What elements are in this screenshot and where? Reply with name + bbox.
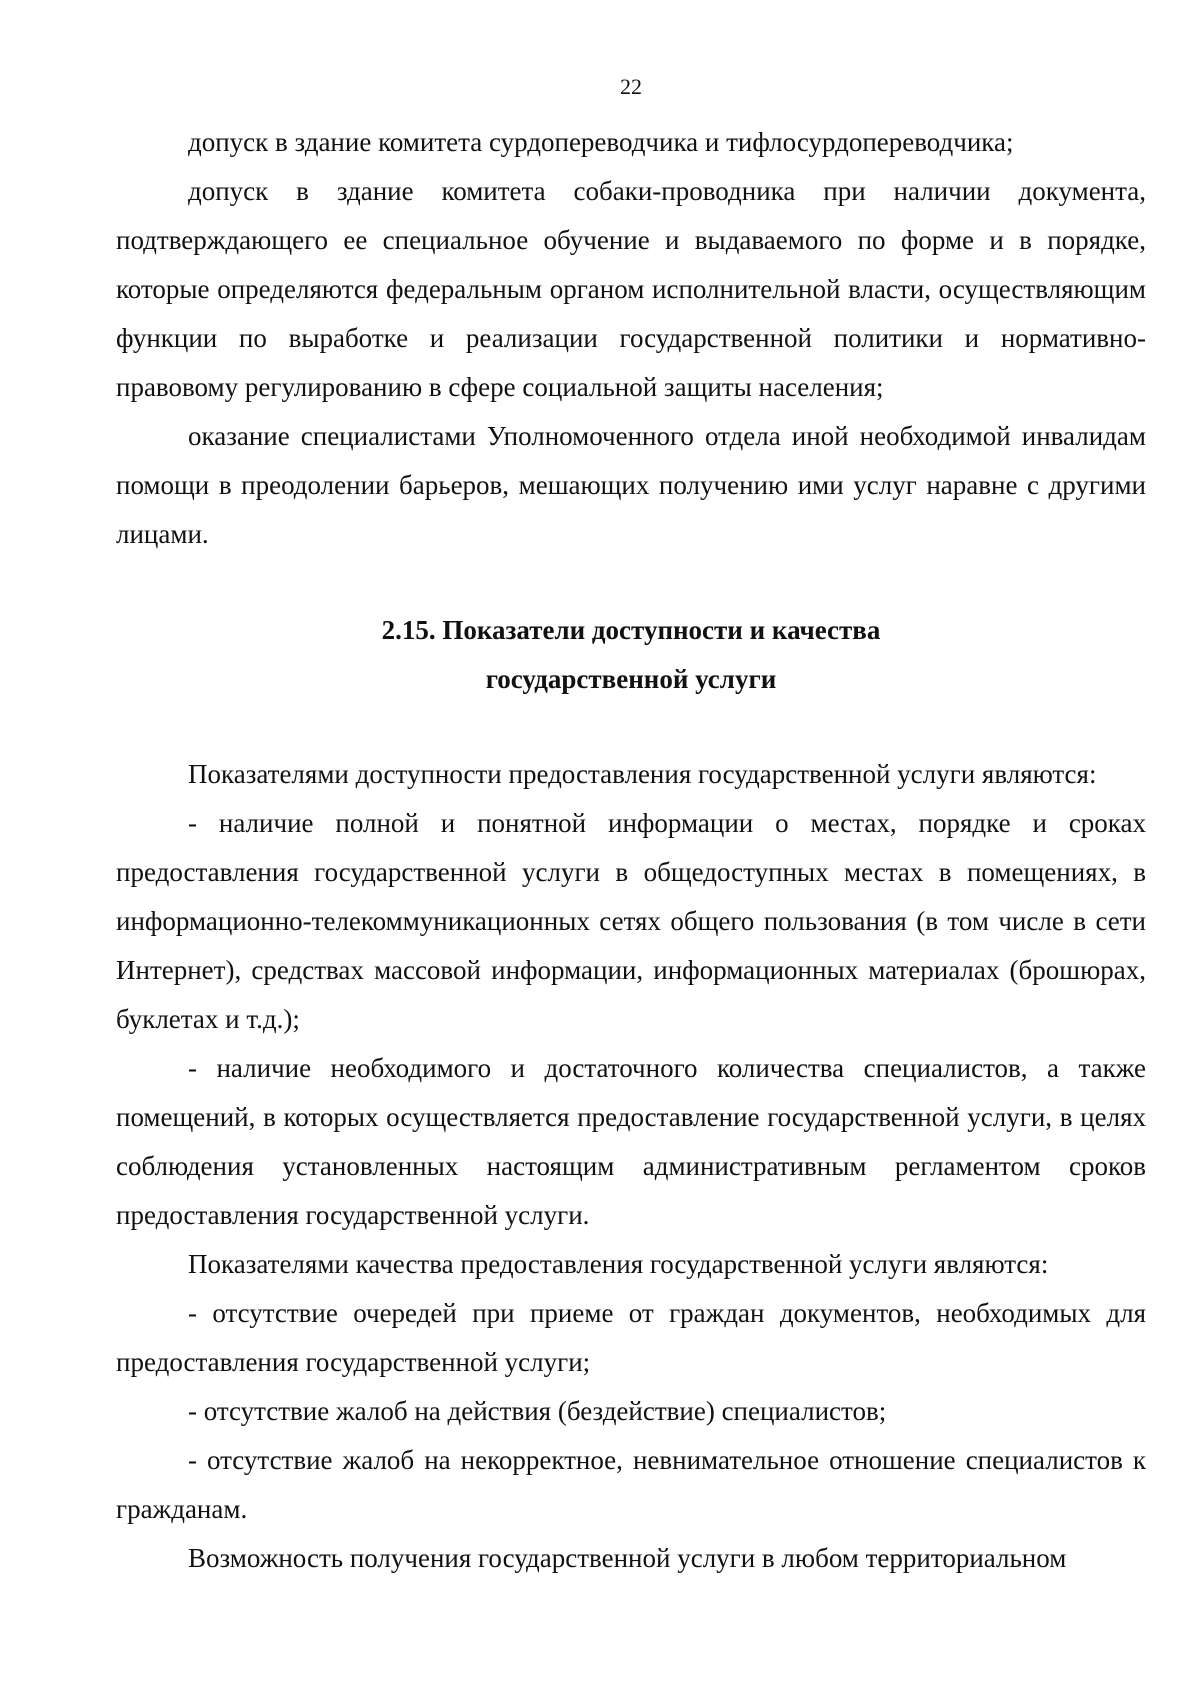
section-heading-line-2: государственной услуги: [485, 664, 777, 694]
section-heading-line-1: 2.15. Показатели доступности и качества: [381, 615, 881, 645]
paragraph-interpreter-access: допуск в здание комитета сурдопереводчика и тифлосурдопереводчика;: [188, 127, 1014, 157]
list-item-information-availability: - наличие полной и понятной информации о местах, порядке и сроках предоставления государственной услуги в общедоступных местах в помещениях, в информационно-телекоммуникационных сетях общего пользования (в том числе в сети Интернет), средствах массовой информации, информационных материалах (брошюрах, буклетах и т.д.);: [116, 808, 1146, 1034]
paragraph-accessibility-intro: Показателями доступности предоставления государственной услуги являются:: [188, 759, 1097, 789]
section-heading: [116, 606, 1146, 704]
paragraph-territorial-availability: Возможность получения государственной услуги в любом территориальном: [188, 1543, 1067, 1573]
list-item-no-queues: - отсутствие очередей при приеме от граждан документов, необходимых для предоставления государственной услуги;: [116, 1298, 1146, 1377]
paragraph-guide-dog-access: допуск в здание комитета собаки-проводника при наличии документа, подтверждающего ее специальное обучение и выдаваемого по форме и в порядке, которые определяются федеральным органом исполнительной власти, осуществляющим функции по выработке и реализации государственной политики и нормативно-правовому регулированию в сфере социальной защиты населения;: [116, 176, 1146, 402]
page-number: 22: [620, 74, 642, 99]
document-body: [116, 118, 1146, 1583]
list-item-no-complaints-attitude: - отсутствие жалоб на некорректное, невнимательное отношение специалистов к гражданам.: [116, 1445, 1146, 1524]
paragraph-quality-intro: Показателями качества предоставления государственной услуги являются:: [188, 1249, 1049, 1279]
list-item-staff-and-premises: - наличие необходимого и достаточного количества специалистов, а также помещений, в которых осуществляется предоставление государственной услуги, в целях соблюдения установленных настоящим административным регламентом сроков предоставления государственной услуги.: [116, 1053, 1146, 1230]
list-item-no-complaints-actions: - отсутствие жалоб на действия (бездействие) специалистов;: [188, 1396, 887, 1426]
paragraph-assistance: оказание специалистами Уполномоченного отдела иной необходимой инвалидам помощи в преодолении барьеров, мешающих получению ими услуг наравне с другими лицами.: [116, 421, 1146, 549]
